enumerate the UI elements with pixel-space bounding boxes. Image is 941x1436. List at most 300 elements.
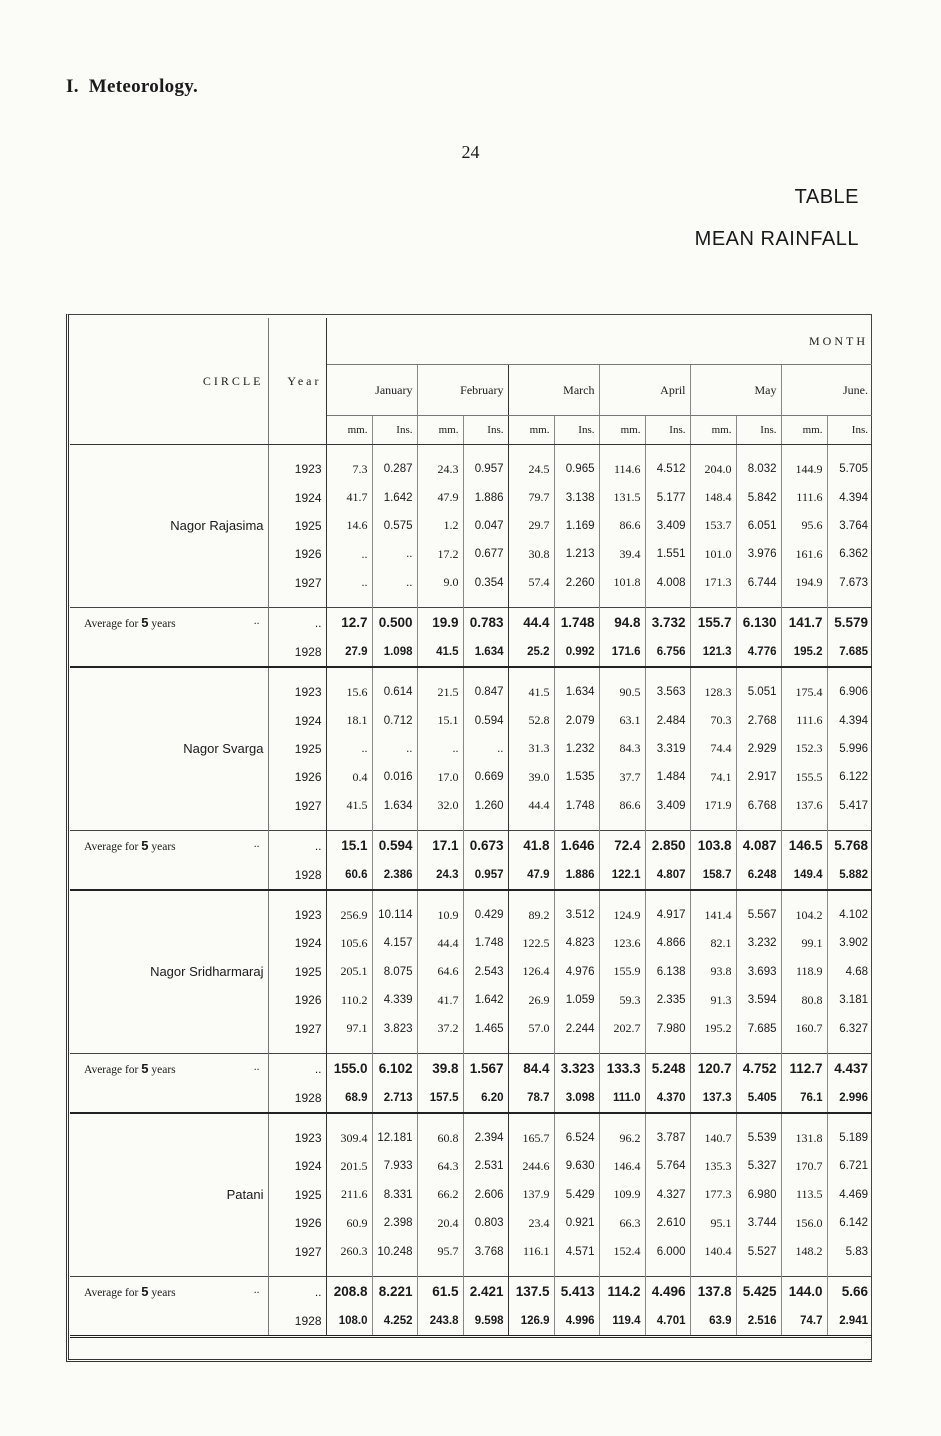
rainfall-cell: 6.248	[736, 861, 781, 890]
average-cell: 19.9	[417, 607, 463, 638]
year-1928-row	[70, 861, 872, 890]
month-header-may: May	[690, 365, 781, 416]
rainfall-cell: 5.882	[827, 861, 872, 890]
rainfall-cell: 4.776	[736, 638, 781, 667]
rainfall-cell: 135.3	[690, 1152, 736, 1180]
rainfall-cell: 126.4	[508, 958, 554, 986]
rainfall-cell: 3.764	[827, 512, 872, 540]
rainfall-cell: 37.2	[417, 1014, 463, 1042]
rainfall-cell: 8.032	[736, 445, 781, 484]
month-group-header: MONTH	[326, 318, 872, 365]
average-row	[70, 607, 872, 638]
rainfall-cell: 0.614	[372, 667, 417, 706]
rainfall-cell: 109.9	[599, 1181, 645, 1209]
rainfall-cell: 171.6	[599, 638, 645, 667]
rainfall-cell: 108.0	[326, 1307, 372, 1337]
rainfall-cell: 41.5	[417, 638, 463, 667]
rainfall-cell: 39.0	[508, 763, 554, 791]
rainfall-cell: 195.2	[781, 638, 827, 667]
rainfall-cell: 140.4	[690, 1237, 736, 1265]
year-cell: 1926	[268, 986, 326, 1014]
rainfall-cell: 3.409	[645, 512, 690, 540]
rainfall-cell: 6.768	[736, 792, 781, 820]
rainfall-cell: 4.68	[827, 958, 872, 986]
rainfall-cell: 5.567	[736, 890, 781, 929]
section-title	[66, 76, 198, 98]
average-row	[70, 1053, 872, 1084]
rainfall-cell: 99.1	[781, 929, 827, 957]
rainfall-cell: 5.189	[827, 1113, 872, 1152]
year-cell: 1923	[268, 1113, 326, 1152]
rainfall-cell: 137.6	[781, 792, 827, 820]
rainfall-cell: 171.3	[690, 569, 736, 597]
unit-header-mm: mm.	[599, 416, 645, 445]
rainfall-cell: 7.3	[352, 461, 368, 476]
rainfall-cell: 3.693	[736, 958, 781, 986]
rainfall-cell: 155.5	[781, 763, 827, 791]
average-label-suffix: years	[151, 1064, 176, 1077]
rainfall-cell: 7.980	[645, 1014, 690, 1042]
rainfall-cell: 105.6	[340, 935, 368, 950]
rainfall-cell: 4.339	[372, 986, 417, 1014]
rainfall-cell: 0.594	[463, 706, 508, 734]
rainfall-cell: 93.8	[690, 958, 736, 986]
spacer-row	[70, 820, 872, 831]
rainfall-cell: 5.327	[736, 1152, 781, 1180]
year-1928-row	[70, 1307, 872, 1337]
month-header-january: January	[326, 365, 417, 416]
month-header-march: March	[508, 365, 599, 416]
month-header-february: February	[417, 365, 508, 416]
rainfall-cell: 194.9	[781, 569, 827, 597]
rainfall-cell: 204.0	[690, 445, 736, 484]
rainfall-cell: 64.3	[417, 1152, 463, 1180]
year-cell: 1925	[268, 512, 326, 540]
rainfall-cell: 6.142	[827, 1209, 872, 1237]
rainfall-cell: 137.9	[508, 1181, 554, 1209]
rainfall-cell: 2.079	[554, 706, 599, 734]
rainfall-cell: 95.1	[690, 1209, 736, 1237]
average-year-cell: ..	[268, 1276, 326, 1307]
average-cell: 2.421	[463, 1276, 508, 1307]
rainfall-cell: 6.327	[827, 1014, 872, 1042]
rainfall-cell: 2.335	[645, 986, 690, 1014]
year-1928-row	[70, 638, 872, 667]
unit-header-mm: mm.	[690, 416, 736, 445]
rainfall-cell: 1.169	[554, 512, 599, 540]
average-label-suffix: years	[151, 1287, 176, 1300]
rainfall-cell: 0.712	[372, 706, 417, 734]
table-row	[70, 890, 872, 929]
rainfall-cell: 6.906	[827, 667, 872, 706]
year-cell: 1928	[268, 1307, 326, 1337]
average-cell: 0.594	[372, 830, 417, 861]
rainfall-cell: 3.319	[645, 735, 690, 763]
average-cell: 103.8	[690, 830, 736, 861]
circle-name: Patani	[70, 1113, 268, 1266]
rainfall-cell: 0.016	[372, 763, 417, 791]
table-title: MEAN RAINFALL	[694, 228, 859, 250]
average-cell: 4.752	[736, 1053, 781, 1084]
rainfall-cell: 5.996	[827, 735, 872, 763]
average-label-prefix: Average for	[84, 841, 139, 854]
rainfall-cell: 21.5	[417, 667, 463, 706]
average-cell: 1.567	[463, 1053, 508, 1084]
rainfall-cell: 76.1	[781, 1084, 827, 1113]
rainfall-cell: 66.2	[417, 1181, 463, 1209]
rainfall-cell: 156.0	[781, 1209, 827, 1237]
rainfall-cell: 97.1	[346, 1021, 368, 1036]
rainfall-cell: 1.2	[417, 512, 463, 540]
blank-cell	[70, 861, 268, 890]
average-cell: 8.221	[372, 1276, 417, 1307]
rainfall-cell: 7.685	[827, 638, 872, 667]
rainfall-cell: 0.957	[463, 861, 508, 890]
rainfall-cell: 2.610	[645, 1209, 690, 1237]
year-cell: 1925	[268, 958, 326, 986]
rainfall-cell: ..	[372, 569, 417, 597]
rainfall-cell: 2.996	[827, 1084, 872, 1113]
rainfall-cell: 111.6	[781, 483, 827, 511]
rainfall-cell: 57.4	[508, 569, 554, 597]
average-label-dots: ..	[253, 615, 260, 628]
average-cell: 72.4	[599, 830, 645, 861]
rainfall-cell: 86.6	[599, 792, 645, 820]
rainfall-cell: 146.4	[599, 1152, 645, 1180]
rainfall-cell: 0.287	[372, 445, 417, 484]
average-label	[70, 830, 268, 861]
rainfall-cell: 2.917	[736, 763, 781, 791]
rainfall-cell: 32.0	[417, 792, 463, 820]
rainfall-cell: 4.370	[645, 1084, 690, 1113]
rainfall-cell: 3.902	[827, 929, 872, 957]
average-row	[70, 830, 872, 861]
unit-header-mm: mm.	[508, 416, 554, 445]
rainfall-cell: 5.405	[736, 1084, 781, 1113]
rainfall-cell: 110.2	[340, 992, 368, 1007]
rainfall-cell: 63.9	[690, 1307, 736, 1337]
average-label-prefix: Average for	[84, 1287, 139, 1300]
rainfall-cell: 4.252	[372, 1307, 417, 1337]
section-number: I.	[66, 76, 79, 97]
table-label: TABLE	[794, 186, 859, 208]
rainfall-cell: 2.606	[463, 1181, 508, 1209]
average-cell: 120.7	[690, 1053, 736, 1084]
rainfall-cell: 2.260	[554, 569, 599, 597]
average-cell: 4.087	[736, 830, 781, 861]
rainfall-cell: ..	[372, 735, 417, 763]
rainfall-cell: 80.8	[781, 986, 827, 1014]
year-cell: 1928	[268, 861, 326, 890]
rainfall-cell: 95.7	[417, 1237, 463, 1265]
rainfall-cell: 1.465	[463, 1014, 508, 1042]
rainfall-cell: 26.9	[508, 986, 554, 1014]
rainfall-cell: 111.0	[599, 1084, 645, 1113]
rainfall-cell: 6.980	[736, 1181, 781, 1209]
rainfall-cell: 1.634	[554, 667, 599, 706]
rainfall-cell: 2.386	[372, 861, 417, 890]
rainfall-cell: 243.8	[417, 1307, 463, 1337]
rainfall-cell: 5.842	[736, 483, 781, 511]
rainfall-cell: 101.0	[690, 540, 736, 568]
rainfall-cell: 152.4	[599, 1237, 645, 1265]
unit-header-inches: Ins.	[554, 416, 599, 445]
rainfall-cell: 23.4	[508, 1209, 554, 1237]
rainfall-cell: 2.484	[645, 706, 690, 734]
average-cell: 3.323	[554, 1053, 599, 1084]
rainfall-cell: 195.2	[690, 1014, 736, 1042]
table-row	[70, 445, 872, 484]
rainfall-cell: 3.232	[736, 929, 781, 957]
rainfall-cell: 0.957	[463, 445, 508, 484]
rainfall-cell: 141.4	[690, 890, 736, 929]
year-cell: 1926	[268, 540, 326, 568]
average-cell: 44.4	[508, 607, 554, 638]
rainfall-cell: 64.6	[417, 958, 463, 986]
rainfall-cell: 47.9	[508, 861, 554, 890]
year-cell: 1925	[268, 1181, 326, 1209]
average-cell: 12.7	[326, 607, 372, 638]
rainfall-cell: 18.1	[346, 713, 368, 728]
rainfall-cell: 309.4	[340, 1130, 368, 1145]
rainfall-cell: 2.941	[827, 1307, 872, 1337]
average-cell: 3.732	[645, 607, 690, 638]
year-cell: 1923	[268, 890, 326, 929]
circle-name: Nagor Sridharmaraj	[70, 890, 268, 1043]
rainfall-cell: 4.327	[645, 1181, 690, 1209]
rainfall-cell: 5.705	[827, 445, 872, 484]
rainfall-cell: 0.354	[463, 569, 508, 597]
average-cell: 112.7	[781, 1053, 827, 1084]
rainfall-cell: 3.512	[554, 890, 599, 929]
rainfall-cell: 144.9	[781, 445, 827, 484]
rainfall-cell: 8.075	[372, 958, 417, 986]
rainfall-cell: 4.917	[645, 890, 690, 929]
rainfall-cell: 201.5	[340, 1158, 368, 1173]
average-label-years: 5	[141, 1284, 149, 1300]
rainfall-cell: 152.3	[781, 735, 827, 763]
rainfall-cell: ..	[361, 546, 368, 561]
rainfall-cell: ..	[417, 735, 463, 763]
average-cell: 114.2	[599, 1276, 645, 1307]
rainfall-cell: 74.4	[690, 735, 736, 763]
rainfall-cell: 4.571	[554, 1237, 599, 1265]
rainfall-cell: ..	[463, 735, 508, 763]
unit-header-inches: Ins.	[463, 416, 508, 445]
rainfall-cell: 91.3	[690, 986, 736, 1014]
unit-header-inches: Ins.	[736, 416, 781, 445]
rainfall-cell: 6.362	[827, 540, 872, 568]
average-cell: 1.748	[554, 607, 599, 638]
rainfall-cell: 5.051	[736, 667, 781, 706]
average-cell: 5.425	[736, 1276, 781, 1307]
average-label-dots: ..	[253, 1061, 260, 1074]
rainfall-cell: 123.6	[599, 929, 645, 957]
average-cell: 5.768	[827, 830, 872, 861]
unit-header-mm: mm.	[417, 416, 463, 445]
average-cell: 146.5	[781, 830, 827, 861]
blank-cell	[70, 1307, 268, 1337]
average-cell: 6.102	[372, 1053, 417, 1084]
average-cell: 84.4	[508, 1053, 554, 1084]
rainfall-cell: 160.7	[781, 1014, 827, 1042]
rainfall-cell: 27.9	[326, 638, 372, 667]
rainfall-cell: 3.181	[827, 986, 872, 1014]
rainfall-cell: 1.059	[554, 986, 599, 1014]
average-cell: 5.66	[827, 1276, 872, 1307]
rainfall-cell: 3.823	[372, 1014, 417, 1042]
rainfall-cell: 79.7	[508, 483, 554, 511]
rainfall-cell: 170.7	[781, 1152, 827, 1180]
rainfall-cell: 31.3	[508, 735, 554, 763]
rainfall-cell: 2.531	[463, 1152, 508, 1180]
rainfall-cell: 89.2	[508, 890, 554, 929]
year-cell: 1927	[268, 1014, 326, 1042]
rainfall-cell: 0.847	[463, 667, 508, 706]
average-label-years: 5	[141, 615, 149, 631]
rainfall-cell: 1.213	[554, 540, 599, 568]
rainfall-cell: 4.008	[645, 569, 690, 597]
spacer-row	[70, 597, 872, 608]
rainfall-cell: 95.6	[781, 512, 827, 540]
year-cell: 1927	[268, 1237, 326, 1265]
rainfall-cell: 1.642	[372, 483, 417, 511]
rainfall-cell: 2.929	[736, 735, 781, 763]
rainfall-cell: 149.4	[781, 861, 827, 890]
average-label	[70, 1276, 268, 1307]
rainfall-cell: 30.8	[508, 540, 554, 568]
rainfall-cell: 153.7	[690, 512, 736, 540]
rainfall-cell: 175.4	[781, 667, 827, 706]
rainfall-cell: 1.232	[554, 735, 599, 763]
average-cell: 4.437	[827, 1053, 872, 1084]
year-cell: 1927	[268, 569, 326, 597]
rainfall-cell: 101.8	[599, 569, 645, 597]
unit-header-mm: mm.	[326, 416, 372, 445]
average-cell: 208.8	[326, 1276, 372, 1307]
rainfall-cell: 1.260	[463, 792, 508, 820]
rainfall-cell: 2.543	[463, 958, 508, 986]
rainfall-cell: 4.976	[554, 958, 599, 986]
rainfall-cell: 6.721	[827, 1152, 872, 1180]
average-cell: 5.579	[827, 607, 872, 638]
rainfall-cell: 4.394	[827, 483, 872, 511]
average-cell: 6.130	[736, 607, 781, 638]
rainfall-cell: 6.122	[827, 763, 872, 791]
rainfall-cell: 148.2	[781, 1237, 827, 1265]
month-header-april: April	[599, 365, 690, 416]
year-cell: 1923	[268, 445, 326, 484]
rainfall-cell: 70.3	[690, 706, 736, 734]
rainfall-cell: 5.764	[645, 1152, 690, 1180]
rainfall-cell: 9.630	[554, 1152, 599, 1180]
rainfall-cell: 137.3	[690, 1084, 736, 1113]
rainfall-cell: 116.1	[508, 1237, 554, 1265]
rainfall-cell: 41.7	[417, 986, 463, 1014]
average-label-suffix: years	[151, 841, 176, 854]
rainfall-cell: 157.5	[417, 1084, 463, 1113]
rainfall-cell: 1.535	[554, 763, 599, 791]
year-cell: 1924	[268, 706, 326, 734]
rainfall-cell: 4.102	[827, 890, 872, 929]
rainfall-cell: 3.744	[736, 1209, 781, 1237]
average-cell: 0.783	[463, 607, 508, 638]
rainfall-cell: 1.748	[554, 792, 599, 820]
rainfall-cell: 3.976	[736, 540, 781, 568]
rainfall-cell: 74.1	[690, 763, 736, 791]
spacer-row	[70, 1266, 872, 1277]
average-cell: 1.646	[554, 830, 599, 861]
rainfall-cell: 165.7	[508, 1113, 554, 1152]
average-cell: 4.496	[645, 1276, 690, 1307]
rainfall-cell: 4.512	[645, 445, 690, 484]
average-label-prefix: Average for	[84, 1064, 139, 1077]
rainfall-cell: 6.524	[554, 1113, 599, 1152]
rainfall-cell: 63.1	[599, 706, 645, 734]
year-1928-row	[70, 1084, 872, 1113]
rainfall-cell: 158.7	[690, 861, 736, 890]
year-cell: 1923	[268, 667, 326, 706]
rainfall-cell: 3.409	[645, 792, 690, 820]
average-cell: 137.5	[508, 1276, 554, 1307]
rainfall-cell: 119.4	[599, 1307, 645, 1337]
rainfall-cell: 9.598	[463, 1307, 508, 1337]
year-cell: 1925	[268, 735, 326, 763]
year-cell: 1924	[268, 929, 326, 957]
rainfall-cell: 74.7	[781, 1307, 827, 1337]
average-year-cell: ..	[268, 607, 326, 638]
year-cell: 1928	[268, 1084, 326, 1113]
rainfall-cell: 4.996	[554, 1307, 599, 1337]
blank-cell	[70, 1084, 268, 1113]
rainfall-cell: 5.83	[827, 1237, 872, 1265]
average-label	[70, 607, 268, 638]
year-cell: 1928	[268, 638, 326, 667]
rainfall-cell: 78.7	[508, 1084, 554, 1113]
average-cell: 61.5	[417, 1276, 463, 1307]
rainfall-cell: 6.051	[736, 512, 781, 540]
rainfall-cell: 7.685	[736, 1014, 781, 1042]
rainfall-cell: 10.114	[372, 890, 417, 929]
rainfall-cell: 84.3	[599, 735, 645, 763]
table-row	[70, 1113, 872, 1152]
rainfall-cell: 3.138	[554, 483, 599, 511]
rainfall-cell: 29.7	[508, 512, 554, 540]
rainfall-cell: 2.244	[554, 1014, 599, 1042]
average-label-dots: ..	[253, 838, 260, 851]
rainfall-cell: 44.4	[417, 929, 463, 957]
rainfall-cell: 59.3	[599, 986, 645, 1014]
rainfall-cell: 6.744	[736, 569, 781, 597]
rainfall-cell: 10.9	[417, 890, 463, 929]
rainfall-cell: 44.4	[508, 792, 554, 820]
rainfall-cell: 0.4	[352, 769, 368, 784]
rainfall-cell: 5.177	[645, 483, 690, 511]
year-cell: 1926	[268, 763, 326, 791]
rainfall-cell: 12.181	[372, 1113, 417, 1152]
rainfall-cell: 1.748	[463, 929, 508, 957]
rainfall-cell: 4.157	[372, 929, 417, 957]
rainfall-cell: 111.6	[781, 706, 827, 734]
rainfall-cell: 126.9	[508, 1307, 554, 1337]
average-label-years: 5	[141, 838, 149, 854]
rainfall-cell: 205.1	[340, 964, 368, 979]
rainfall-cell: 52.8	[508, 706, 554, 734]
rainfall-cell: 113.5	[781, 1181, 827, 1209]
rainfall-cell: 41.7	[346, 490, 368, 505]
average-label	[70, 1053, 268, 1084]
rainfall-cell: 60.6	[326, 861, 372, 890]
